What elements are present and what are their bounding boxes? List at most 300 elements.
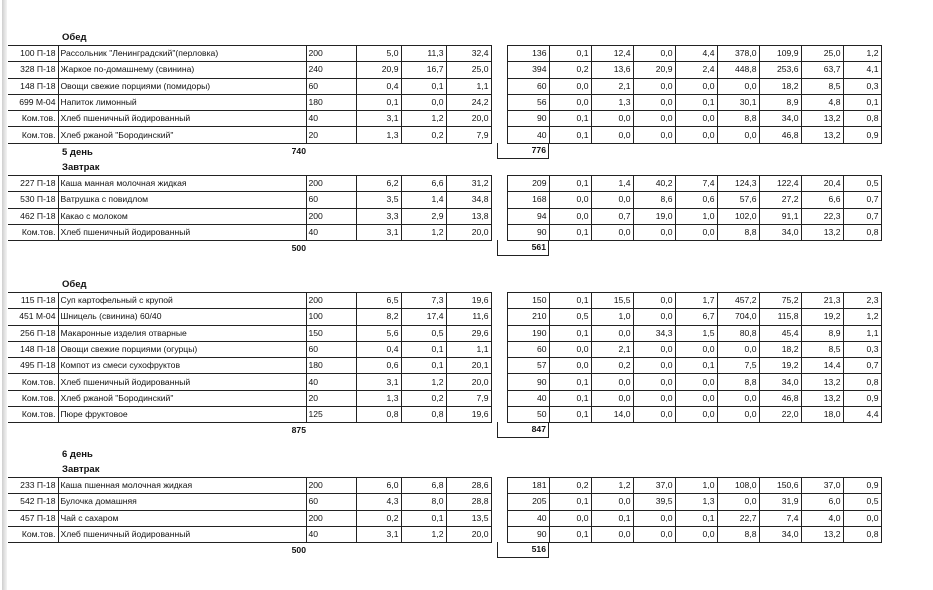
cell-fe: 4,1: [843, 62, 881, 78]
cell-mg: 13,2: [801, 526, 843, 542]
cell-b1: 0,1: [549, 224, 591, 240]
cell-b1: 0,1: [549, 494, 591, 510]
cell-fe: 0,7: [843, 192, 881, 208]
cell-a: 0,0: [633, 374, 675, 390]
cell-ca: 22,7: [717, 510, 759, 526]
cell-mg: 8,5: [801, 78, 843, 94]
cell-p: 150,6: [759, 478, 801, 494]
cell-weight: 40: [306, 111, 356, 127]
cell-fat: 0,8: [401, 407, 446, 423]
cell-e: 2,4: [675, 62, 717, 78]
cell-code: 148 П-18: [8, 341, 58, 357]
cell-protein: 1,3: [356, 127, 401, 143]
cell-gap: [491, 62, 507, 78]
table-row: [8, 510, 881, 526]
cell-protein: 1,3: [356, 390, 401, 406]
cell-protein: 8,2: [356, 309, 401, 325]
cell-fat: 6,8: [401, 478, 446, 494]
cell-carbs: 25,0: [446, 62, 491, 78]
cell-fe: 0,7: [843, 358, 881, 374]
cell-code: 451 М-04: [8, 309, 58, 325]
cell-code: 530 П-18: [8, 192, 58, 208]
cell-fe: 0,5: [843, 176, 881, 192]
cell-carbs: 32,4: [446, 46, 491, 62]
cell-a: 0,0: [633, 46, 675, 62]
cell-p: 115,8: [759, 309, 801, 325]
cell-fe: 0,3: [843, 78, 881, 94]
cell-ca: 704,0: [717, 309, 759, 325]
cell-p: 34,0: [759, 224, 801, 240]
cell-mg: 13,2: [801, 224, 843, 240]
cell-b1: 0,0: [549, 358, 591, 374]
cell-a: 0,0: [633, 407, 675, 423]
menu-table: [8, 45, 882, 144]
cell-a: 0,0: [633, 127, 675, 143]
cell-gap: [491, 208, 507, 224]
table-row: [8, 208, 881, 224]
cell-protein: 5,0: [356, 46, 401, 62]
cell-mg: 4,8: [801, 94, 843, 110]
cell-ca: 448,8: [717, 62, 759, 78]
cell-dish: Какао с молоком: [58, 208, 306, 224]
cell-weight: 150: [306, 325, 356, 341]
cell-ca: 124,3: [717, 176, 759, 192]
cell-fat: 0,1: [401, 510, 446, 526]
cell-c: 0,0: [591, 494, 633, 510]
cell-fat: 0,1: [401, 78, 446, 94]
cell-ca: 0,0: [717, 494, 759, 510]
table-row: [8, 358, 881, 374]
table-row: [8, 407, 881, 423]
table-row: [8, 390, 881, 406]
cell-a: 0,0: [633, 293, 675, 309]
cell-a: 39,5: [633, 494, 675, 510]
cell-protein: 3,1: [356, 374, 401, 390]
cell-e: 0,0: [675, 224, 717, 240]
cell-kcal: 181: [507, 478, 549, 494]
cell-protein: 4,3: [356, 494, 401, 510]
table-row: [8, 111, 881, 127]
cell-carbs: 20,0: [446, 224, 491, 240]
cell-a: 0,0: [633, 309, 675, 325]
cell-kcal: 40: [507, 127, 549, 143]
cell-p: 46,8: [759, 127, 801, 143]
cell-kcal: 94: [507, 208, 549, 224]
cell-fe: 0,8: [843, 224, 881, 240]
cell-ca: 102,0: [717, 208, 759, 224]
cell-e: 0,0: [675, 407, 717, 423]
cell-fat: 0,2: [401, 390, 446, 406]
cell-dish: Пюре фруктовое: [58, 407, 306, 423]
cell-e: 0,0: [675, 127, 717, 143]
cell-ca: 457,2: [717, 293, 759, 309]
cell-gap: [491, 341, 507, 357]
cell-fe: 0,9: [843, 390, 881, 406]
cell-a: 0,0: [633, 358, 675, 374]
cell-p: 91,1: [759, 208, 801, 224]
cell-fat: 16,7: [401, 62, 446, 78]
cell-b1: 0,1: [549, 407, 591, 423]
scan-edge-shadow: [2, 0, 7, 590]
cell-kcal: 60: [507, 78, 549, 94]
cell-gap: [491, 494, 507, 510]
cell-kcal: 168: [507, 192, 549, 208]
cell-protein: 0,4: [356, 341, 401, 357]
total-kcal: 776: [497, 143, 549, 159]
cell-dish: Овощи свежие порциями (огурцы): [58, 341, 306, 357]
table-row: [8, 341, 881, 357]
cell-gap: [491, 526, 507, 542]
cell-a: 34,3: [633, 325, 675, 341]
cell-dish: Хлеб ржаной "Бородинский": [58, 390, 306, 406]
cell-c: 14,0: [591, 407, 633, 423]
cell-c: 0,1: [591, 510, 633, 526]
cell-b1: 0,0: [549, 208, 591, 224]
cell-a: 20,9: [633, 62, 675, 78]
cell-protein: 3,1: [356, 526, 401, 542]
cell-weight: 20: [306, 127, 356, 143]
cell-p: 122,4: [759, 176, 801, 192]
cell-weight: 200: [306, 293, 356, 309]
cell-c: 0,0: [591, 127, 633, 143]
cell-ca: 80,8: [717, 325, 759, 341]
cell-e: 0,1: [675, 358, 717, 374]
meal-title: Обед: [62, 279, 87, 290]
cell-b1: 0,5: [549, 309, 591, 325]
cell-fat: 1,2: [401, 526, 446, 542]
cell-p: 253,6: [759, 62, 801, 78]
cell-code: 227 П-18: [8, 176, 58, 192]
cell-weight: 200: [306, 46, 356, 62]
table-row: [8, 325, 881, 341]
cell-p: 18,2: [759, 341, 801, 357]
menu-table: [8, 175, 882, 241]
cell-dish: Макаронные изделия отварные: [58, 325, 306, 341]
cell-mg: 20,4: [801, 176, 843, 192]
cell-dish: Суп картофельный с крупой: [58, 293, 306, 309]
cell-kcal: 205: [507, 494, 549, 510]
total-weight: 875: [291, 425, 306, 436]
cell-protein: 3,1: [356, 111, 401, 127]
cell-ca: 30,1: [717, 94, 759, 110]
cell-code: Ком.тов.: [8, 111, 58, 127]
cell-fat: 7,3: [401, 293, 446, 309]
cell-b1: 0,1: [549, 46, 591, 62]
cell-gap: [491, 176, 507, 192]
cell-fe: 0,0: [843, 510, 881, 526]
cell-kcal: 40: [507, 390, 549, 406]
cell-c: 0,0: [591, 390, 633, 406]
cell-e: 1,0: [675, 208, 717, 224]
cell-protein: 0,8: [356, 407, 401, 423]
cell-a: 0,0: [633, 111, 675, 127]
cell-carbs: 31,2: [446, 176, 491, 192]
cell-dish: Каша пшенная молочная жидкая: [58, 478, 306, 494]
cell-kcal: 40: [507, 510, 549, 526]
cell-code: 148 П-18: [8, 78, 58, 94]
cell-mg: 13,2: [801, 111, 843, 127]
cell-protein: 3,3: [356, 208, 401, 224]
cell-fe: 0,3: [843, 341, 881, 357]
cell-fat: 1,2: [401, 374, 446, 390]
cell-code: Ком.тов.: [8, 526, 58, 542]
cell-a: 40,2: [633, 176, 675, 192]
cell-fat: 17,4: [401, 309, 446, 325]
cell-code: Ком.тов.: [8, 407, 58, 423]
cell-fat: 0,0: [401, 94, 446, 110]
cell-dish: Ватрушка с повидлом: [58, 192, 306, 208]
cell-code: 115 П-18: [8, 293, 58, 309]
cell-ca: 8,8: [717, 224, 759, 240]
cell-a: 0,0: [633, 390, 675, 406]
cell-p: 7,4: [759, 510, 801, 526]
cell-b1: 0,0: [549, 510, 591, 526]
cell-e: 0,1: [675, 94, 717, 110]
cell-ca: 8,8: [717, 374, 759, 390]
cell-p: 34,0: [759, 526, 801, 542]
cell-carbs: 20,0: [446, 374, 491, 390]
cell-a: 0,0: [633, 526, 675, 542]
cell-mg: 6,0: [801, 494, 843, 510]
cell-weight: 60: [306, 341, 356, 357]
cell-e: 7,4: [675, 176, 717, 192]
cell-mg: 4,0: [801, 510, 843, 526]
cell-e: 0,0: [675, 78, 717, 94]
cell-kcal: 90: [507, 526, 549, 542]
cell-c: 15,5: [591, 293, 633, 309]
cell-fat: 0,5: [401, 325, 446, 341]
total-kcal: 516: [497, 542, 549, 558]
cell-carbs: 29,6: [446, 325, 491, 341]
cell-c: 13,6: [591, 62, 633, 78]
cell-b1: 0,0: [549, 192, 591, 208]
table-row: [8, 62, 881, 78]
cell-b1: 0,1: [549, 526, 591, 542]
cell-e: 1,7: [675, 293, 717, 309]
cell-carbs: 24,2: [446, 94, 491, 110]
cell-dish: Хлеб ржаной "Бородинский": [58, 127, 306, 143]
cell-fat: 0,1: [401, 341, 446, 357]
cell-mg: 63,7: [801, 62, 843, 78]
cell-e: 0,0: [675, 390, 717, 406]
cell-e: 0,0: [675, 374, 717, 390]
meal-title: Завтрак: [62, 162, 100, 173]
cell-gap: [491, 374, 507, 390]
cell-mg: 19,2: [801, 309, 843, 325]
cell-kcal: 210: [507, 309, 549, 325]
cell-p: 8,9: [759, 94, 801, 110]
cell-mg: 25,0: [801, 46, 843, 62]
cell-gap: [491, 46, 507, 62]
cell-fe: 2,3: [843, 293, 881, 309]
cell-c: 0,0: [591, 192, 633, 208]
cell-carbs: 28,6: [446, 478, 491, 494]
cell-carbs: 20,1: [446, 358, 491, 374]
cell-gap: [491, 407, 507, 423]
cell-gap: [491, 478, 507, 494]
cell-ca: 0,0: [717, 78, 759, 94]
cell-c: 1,2: [591, 478, 633, 494]
cell-a: 19,0: [633, 208, 675, 224]
cell-ca: 0,0: [717, 127, 759, 143]
cell-protein: 3,1: [356, 224, 401, 240]
cell-protein: 6,5: [356, 293, 401, 309]
table-row: [8, 127, 881, 143]
table-row: [8, 176, 881, 192]
cell-weight: 200: [306, 478, 356, 494]
cell-weight: 60: [306, 192, 356, 208]
cell-mg: 6,6: [801, 192, 843, 208]
cell-dish: Жаркое по-домашнему (свинина): [58, 62, 306, 78]
cell-weight: 125: [306, 407, 356, 423]
cell-fe: 0,9: [843, 478, 881, 494]
cell-ca: 378,0: [717, 46, 759, 62]
cell-e: 6,7: [675, 309, 717, 325]
cell-carbs: 20,0: [446, 111, 491, 127]
cell-fe: 0,7: [843, 208, 881, 224]
cell-weight: 40: [306, 374, 356, 390]
cell-code: 542 П-18: [8, 494, 58, 510]
cell-fe: 0,1: [843, 94, 881, 110]
cell-dish: Напиток лимонный: [58, 94, 306, 110]
cell-fat: 1,2: [401, 224, 446, 240]
cell-kcal: 50: [507, 407, 549, 423]
cell-e: 0,0: [675, 111, 717, 127]
cell-fe: 0,8: [843, 374, 881, 390]
cell-b1: 0,1: [549, 111, 591, 127]
cell-carbs: 19,6: [446, 407, 491, 423]
cell-c: 2,1: [591, 341, 633, 357]
cell-fat: 11,3: [401, 46, 446, 62]
cell-a: 0,0: [633, 224, 675, 240]
cell-fat: 0,1: [401, 358, 446, 374]
cell-fe: 1,2: [843, 46, 881, 62]
cell-code: 328 П-18: [8, 62, 58, 78]
cell-weight: 100: [306, 309, 356, 325]
cell-gap: [491, 309, 507, 325]
day-title: 6 день: [62, 449, 93, 460]
cell-p: 31,9: [759, 494, 801, 510]
cell-b1: 0,2: [549, 62, 591, 78]
menu-table: [8, 292, 882, 423]
cell-ca: 0,0: [717, 341, 759, 357]
cell-mg: 21,3: [801, 293, 843, 309]
cell-p: 22,0: [759, 407, 801, 423]
cell-dish: Шницель (свинина) 60/40: [58, 309, 306, 325]
cell-dish: Хлеб пшеничный йодированный: [58, 111, 306, 127]
cell-ca: 7,5: [717, 358, 759, 374]
cell-code: 495 П-18: [8, 358, 58, 374]
cell-fat: 6,6: [401, 176, 446, 192]
cell-dish: Хлеб пшеничный йодированный: [58, 526, 306, 542]
cell-gap: [491, 358, 507, 374]
cell-kcal: 90: [507, 224, 549, 240]
cell-fat: 8,0: [401, 494, 446, 510]
cell-e: 0,0: [675, 526, 717, 542]
cell-p: 46,8: [759, 390, 801, 406]
cell-b1: 0,0: [549, 78, 591, 94]
cell-b1: 0,1: [549, 374, 591, 390]
cell-mg: 22,3: [801, 208, 843, 224]
cell-dish: Каша манная молочная жидкая: [58, 176, 306, 192]
cell-carbs: 11,6: [446, 309, 491, 325]
cell-protein: 6,0: [356, 478, 401, 494]
total-kcal: 847: [497, 422, 549, 438]
cell-dish: Овощи свежие порциями (помидоры): [58, 78, 306, 94]
cell-kcal: 57: [507, 358, 549, 374]
cell-code: Ком.тов.: [8, 127, 58, 143]
cell-mg: 18,0: [801, 407, 843, 423]
cell-b1: 0,1: [549, 127, 591, 143]
cell-b1: 0,1: [549, 325, 591, 341]
table-row: [8, 78, 881, 94]
cell-p: 34,0: [759, 374, 801, 390]
cell-gap: [491, 293, 507, 309]
cell-b1: 0,1: [549, 176, 591, 192]
cell-p: 109,9: [759, 46, 801, 62]
cell-code: 462 П-18: [8, 208, 58, 224]
cell-carbs: 13,8: [446, 208, 491, 224]
cell-code: Ком.тов.: [8, 224, 58, 240]
cell-mg: 13,2: [801, 390, 843, 406]
cell-b1: 0,1: [549, 390, 591, 406]
table-row: [8, 494, 881, 510]
cell-code: 256 П-18: [8, 325, 58, 341]
cell-weight: 180: [306, 358, 356, 374]
cell-ca: 0,0: [717, 390, 759, 406]
cell-a: 0,0: [633, 510, 675, 526]
cell-gap: [491, 111, 507, 127]
cell-mg: 37,0: [801, 478, 843, 494]
cell-a: 0,0: [633, 78, 675, 94]
cell-carbs: 7,9: [446, 390, 491, 406]
cell-code: 100 П-18: [8, 46, 58, 62]
table-row: [8, 526, 881, 542]
cell-ca: 0,0: [717, 407, 759, 423]
cell-e: 1,5: [675, 325, 717, 341]
cell-c: 2,1: [591, 78, 633, 94]
cell-carbs: 7,9: [446, 127, 491, 143]
cell-protein: 5,6: [356, 325, 401, 341]
cell-weight: 200: [306, 510, 356, 526]
table-row: [8, 94, 881, 110]
cell-c: 0,0: [591, 224, 633, 240]
cell-c: 1,3: [591, 94, 633, 110]
cell-dish: Хлеб пшеничный йодированный: [58, 224, 306, 240]
cell-p: 19,2: [759, 358, 801, 374]
cell-a: 37,0: [633, 478, 675, 494]
cell-c: 12,4: [591, 46, 633, 62]
cell-fat: 2,9: [401, 208, 446, 224]
cell-dish: Рассольник "Ленинградский"(перловка): [58, 46, 306, 62]
cell-weight: 40: [306, 526, 356, 542]
cell-code: 233 П-18: [8, 478, 58, 494]
cell-e: 0,0: [675, 341, 717, 357]
cell-c: 0,7: [591, 208, 633, 224]
cell-mg: 13,2: [801, 374, 843, 390]
cell-ca: 108,0: [717, 478, 759, 494]
cell-protein: 20,9: [356, 62, 401, 78]
cell-gap: [491, 192, 507, 208]
cell-e: 4,4: [675, 46, 717, 62]
cell-protein: 3,5: [356, 192, 401, 208]
table-row: [8, 224, 881, 240]
cell-kcal: 56: [507, 94, 549, 110]
cell-carbs: 13,5: [446, 510, 491, 526]
cell-mg: 8,5: [801, 341, 843, 357]
cell-fe: 0,8: [843, 111, 881, 127]
cell-c: 1,4: [591, 176, 633, 192]
